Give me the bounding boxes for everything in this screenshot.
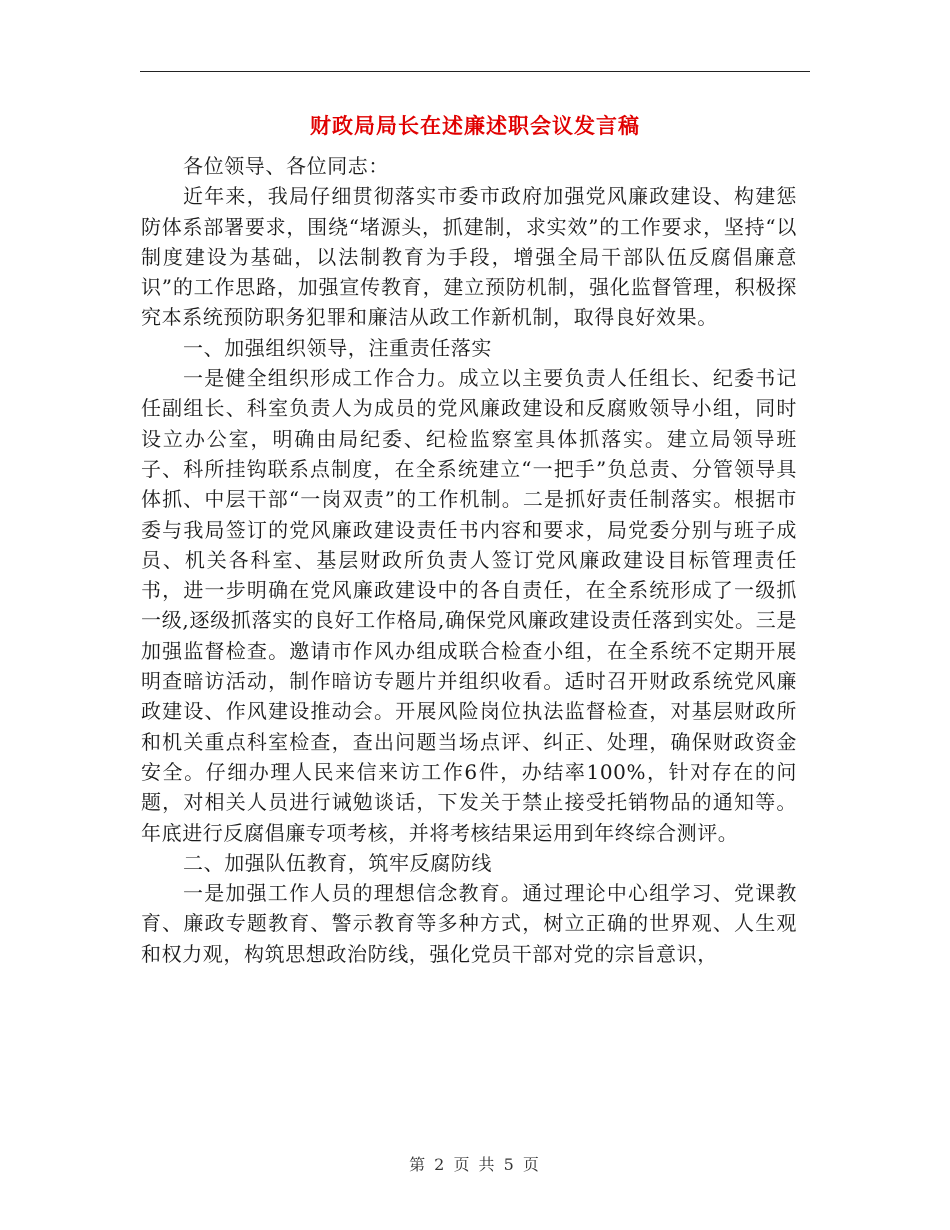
page-total: 5 <box>503 1155 516 1174</box>
page-current: 2 <box>434 1155 447 1174</box>
section-heading-2: 二、加强队伍教育，筑牢反腐防线 <box>183 850 492 875</box>
page-number-footer <box>0 1154 950 1176</box>
document-title: 财政局局长在述廉述职会议发言稿 <box>310 113 640 138</box>
section-2-body: 一是加强工作人员的理想信念教育。通过理论中心组学习、党课教育、廉政专题教育、警示教育等多种方式，树立正确的世界观、人生观和权力观，构筑思想政治防线，强化党员干部对党的宗旨意识， <box>141 881 797 966</box>
page-suffix: 页 <box>522 1155 541 1174</box>
intro-paragraph: 近年来，我局仔细贯彻落实市委市政府加强党风廉政建设、构建惩防体系部署要求，围绕“堵源头，抓建制，求实效”的工作要求，坚持“以制度建设为基础，以法制教育为手段，增强全局干部队伍反腐倡廉意识”的工作思路，加强宣传教育，建立预防机制，强化监督管理，积极探究本系统预防职务犯罪和廉洁从政工作新机制，取得良好效果。 <box>141 184 797 330</box>
header-rule <box>140 71 810 72</box>
section-heading-1: 一、加强组织领导，注重责任落实 <box>183 335 492 360</box>
section-1-body: 一是健全组织形成工作合力。成立以主要负责人任组长、纪委书记任副组长、科室负责人为成员的党风廉政建设和反腐败领导小组，同时设立办公室，明确由局纪委、纪检监察室具体抓落实。建立局领导班子、科所挂钩联系点制度，在全系统建立“一把手”负总责、分管领导具体抓、中层干部“一岗双责”的工作机制。二是抓好责任制落实。根据市委与我局签订的党风廉政建设责任书内容和要求，局党委分别与班子成员、机关各科室、基层财政所负责人签订党风廉政建设目标管理责任书，进一步明确在党风廉政建设中的各自责任，在全系统形成了一级抓一级,逐级抓落实的良好工作格局,确保党风廉政建设责任落到实处。三是加强监督检查。邀请市作风办组成联合检查小组，在全系统不定期开展明查暗访活动，制作暗访专题片并组织收看。适时召开财政系统党风廉政建设、作风建设推动会。开展风险岗位执法监督检查，对基层财政所和机关重点科室检查，查出问题当场点评、纠正、处理，确保财政资金安全。仔细办理人民来信来访工作6件，办结率100%，针对存在的问题，对相关人员进行诫勉谈话，下发关于禁止接受托销物品的通知等。年底进行反腐倡廉专项考核，并将考核结果运用到年终综合测评。 <box>141 366 797 845</box>
page-middle: 页 共 <box>453 1155 497 1174</box>
salutation: 各位领导、各位同志： <box>183 154 389 178</box>
document-body <box>141 151 797 969</box>
page-prefix: 第 <box>409 1155 428 1174</box>
